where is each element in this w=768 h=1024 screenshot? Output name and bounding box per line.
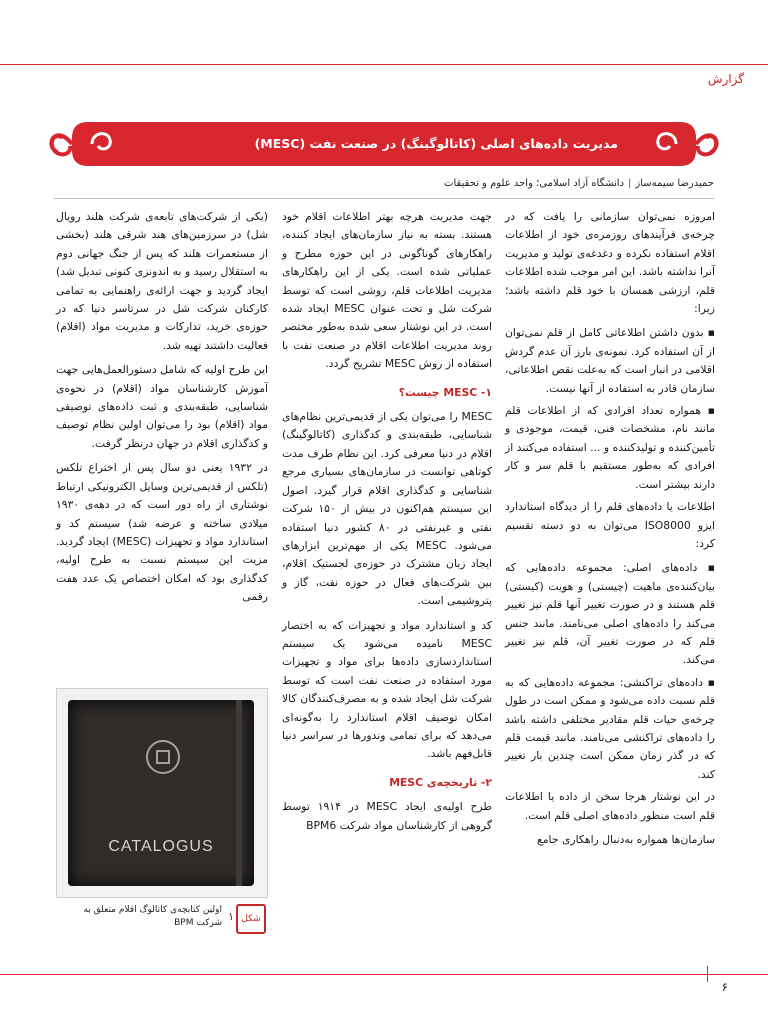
bullet-item: ▪ همواره تعداد افرادی که از اطلاعات قلم مانند نام، مشخصات فنی، قیمت، موجودی و تأمین‌کننده و تولیدکننده و ... استفاده می‌کنند از افرادی که به‌طور مستقیم با قلم سر و کار دارند بیشتر است. (505, 404, 715, 491)
paragraph: MESC را می‌توان یکی از قدیمی‌ترین نظام‌های شناسایی، طبقه‌بندی و کدگذاری (کاتالوگینگ) اقلام در دنیا معرفی کرد. این نظام طرف مدت کوتاهی توانست در سازمان‌های بسیاری مرجع شناسایی و کدگذاری اقلام قرار گیرد. اصول این سیستم هم‌اکنون در بیش از ۱۵۰ شرکت نفتی و غیرنفتی در ۸۰ کشور دنیا استفاده می‌شود. MESC یکی از مهم‌ترین ابزارهای ایجاد زبان مشترک در حوزه‌ی لجستیک اقلام، بین شرکت‌های فعال در حوزه نفت، گاز و پتروشیمی است. (282, 410, 492, 608)
paragraph: (یکی از شرکت‌های تابعه‌ی شرکت هلند رویال شل) در سرزمین‌های هند شرقی هلند (بخشی از مستعمرات هلند که پس از جنگ جهانی دوم به استقلال رسید و به اندونزی کنونی تبدیل شد) ایجاد گردید و جهت ارائه‌ی راهنمایی به تمامی کارکنان شرکت شل در سرتاسر دنیا که در حوزه‌ی خرید، تدارکات و مدیریت مواد (اقلام) فعالیت داشتند تهیه شد. (56, 210, 268, 352)
figure-badge: شکل (236, 904, 266, 934)
bullet-item: ▪ داده‌های تراکنشی: مجموعه داده‌هایی که به قلم نسبت داده می‌شود و ممکن است در طول چرخه‌ی حیات قلم مقادیر مختلفی داشته باشد را داده‌های تراکنشی می‌نامند. مانند قیمت قلم که در گذر زمان ممکن است چندین بار تغییر کند. (505, 675, 715, 781)
author-name: حمیدرضا سیمه‌ساز (635, 178, 714, 189)
section-heading: ۱- MESC چیست؟ (398, 385, 492, 399)
figure-caption-block (58, 904, 266, 934)
figure-caption: اولین کتابچه‌ی کاتالوگ اقلام متعلق به شرکت BPM (83, 905, 222, 928)
paragraph: جهت مدیریت هرچه بهتر اطلاعات اقلام خود هستند. بسته به نیاز سازمان‌های ایجاد کننده، راهکارهای گوناگونی در این حوزه مطرح و عملیاتی شده است. یکی از این راهکارهای مدیریت اطلاعات قلم، روشی است که توسط شرکت شل و تحت عنوان MESC ایجاد شده است. در این نوشتار سعی شده به‌طور مختصر روند مدیریت اطلاعات اقلام در صنعت نفت با استفاده از روش MESC تشریح گردد. (282, 210, 492, 371)
crest-icon (146, 740, 180, 774)
byline (444, 178, 714, 189)
paragraph: در ۱۹۳۲ یعنی دو سال پس از اختراع تلکس (تلکس از قدیمی‌ترین وسایل الکترونیکی ارتباط نوشتاری از راه دور است که در دهه‌ی ۱۹۳۰ میلادی ساخته و عرضه شد) سیستم کد و استاندارد مواد و تجهیزات (MESC) ایجاد گردید. مزیت این سیستم نسبت به طرح اولیه، کدگذاری بود که امکان اختصاص یک عدد هفت رقمی (56, 461, 268, 604)
catalogue-photo (56, 688, 268, 898)
title-banner (48, 118, 720, 170)
paragraph: امروزه نمی‌توان سازمانی را یافت که در چرخه‌ی فرآیندهای روزمره‌ی خود از اطلاعات اقلام استفاده نکرده و دغدغه‌ی تولید و مدیریت آنرا نداشته باشد. این امر موجب شده اطلاعات قلم، ارزشی همسان با خود قلم داشته باشد؛ زیرا: (505, 210, 715, 316)
bullet-item: ▪ داده‌های اصلی: مجموعه داده‌هایی که بیان‌کننده‌ی ماهیت (چیستی) و هویت (کیستی) قلم هستند و در صورت تغییر آنها قلم نیز تغییر می‌کند را داده‌های اصلی می‌نامند. مانند جنس قلم که در صورت تغییر آن، قلم نیز تغییر می‌کند. (505, 561, 715, 667)
column-right (505, 208, 715, 855)
author-affiliation: دانشگاه آزاد اسلامی؛ واحد علوم و تحقیقات (444, 178, 625, 189)
section-heading: ۲- تاریخچه‌ی MESC (389, 775, 492, 789)
paragraph: این طرح اولیه که شامل دستورالعمل‌هایی جهت آموزش کارشناسان مواد (اقلام) در نحوه‌ی شناسایی، طبقه‌بندی و ثبت داده‌های توصیفی مواد (اقلام) بود را می‌توان اولین نظام توصیف و کدگذاری اقلام در جهان درنظر گرفت. (56, 363, 268, 450)
bullet-item: ▪ بدون داشتن اطلاعاتی کامل از قلم نمی‌توان از آن استفاده کرد. نمونه‌ی بارز آن عدم گردش اقلامی در انبار است که به‌علت نقص اطلاعاتی، سازمان قادر به استفاده از آنها نیست. (505, 326, 715, 395)
column-middle (282, 208, 492, 841)
byline-separator: | (628, 178, 632, 189)
top-rule (0, 64, 768, 65)
footer-rule (0, 974, 768, 975)
page-number: ۶ (721, 980, 728, 994)
paragraph: کد و استاندارد مواد و تجهیزات که به اختصار MESC نامیده می‌شود یک سیستم استانداردسازی داده‌ها برای مواد و تجهیزات مورد استفاده در صنعت نفت است که توسط شرکت شل ایجاد شده و به مصرف‌کنندگان کالا امکان توصیف اقلام استاندارد را به‌گونه‌ای می‌دهد که برای تمامی وندورها در سراسر دنیا قابل‌فهم باشد. (282, 618, 492, 761)
catalogue-book-image (68, 700, 254, 886)
book-spine (236, 700, 242, 886)
paragraph: سازمان‌ها همواره به‌دنبال راهکاری جامع (537, 833, 715, 846)
paragraph: اطلاعات یا داده‌های قلم را از دیدگاه استاندارد ایزو ISO8000 می‌توان به دو دسته تقسیم کرد: (505, 500, 715, 550)
book-title-text: CATALOGUS (108, 838, 214, 855)
column-left (56, 208, 268, 613)
byline-rule (54, 198, 714, 199)
footer-tick (707, 966, 708, 982)
figure-number: ۱ (228, 910, 234, 923)
section-label: گزارش (707, 72, 744, 86)
paragraph: در این نوشتار هرجا سخن از داده یا اطلاعات قلم است منظور داده‌های اصلی قلم است. (505, 790, 715, 822)
article-title: مدیریت داده‌های اصلی (کاتالوگینگ) در صنعت نفت (MESC) (254, 136, 618, 151)
paragraph: طرح اولیه‌ی ایجاد MESC در ۱۹۱۴ توسط گروهی از کارشناسان مواد شرکت BPM6 (282, 800, 493, 832)
